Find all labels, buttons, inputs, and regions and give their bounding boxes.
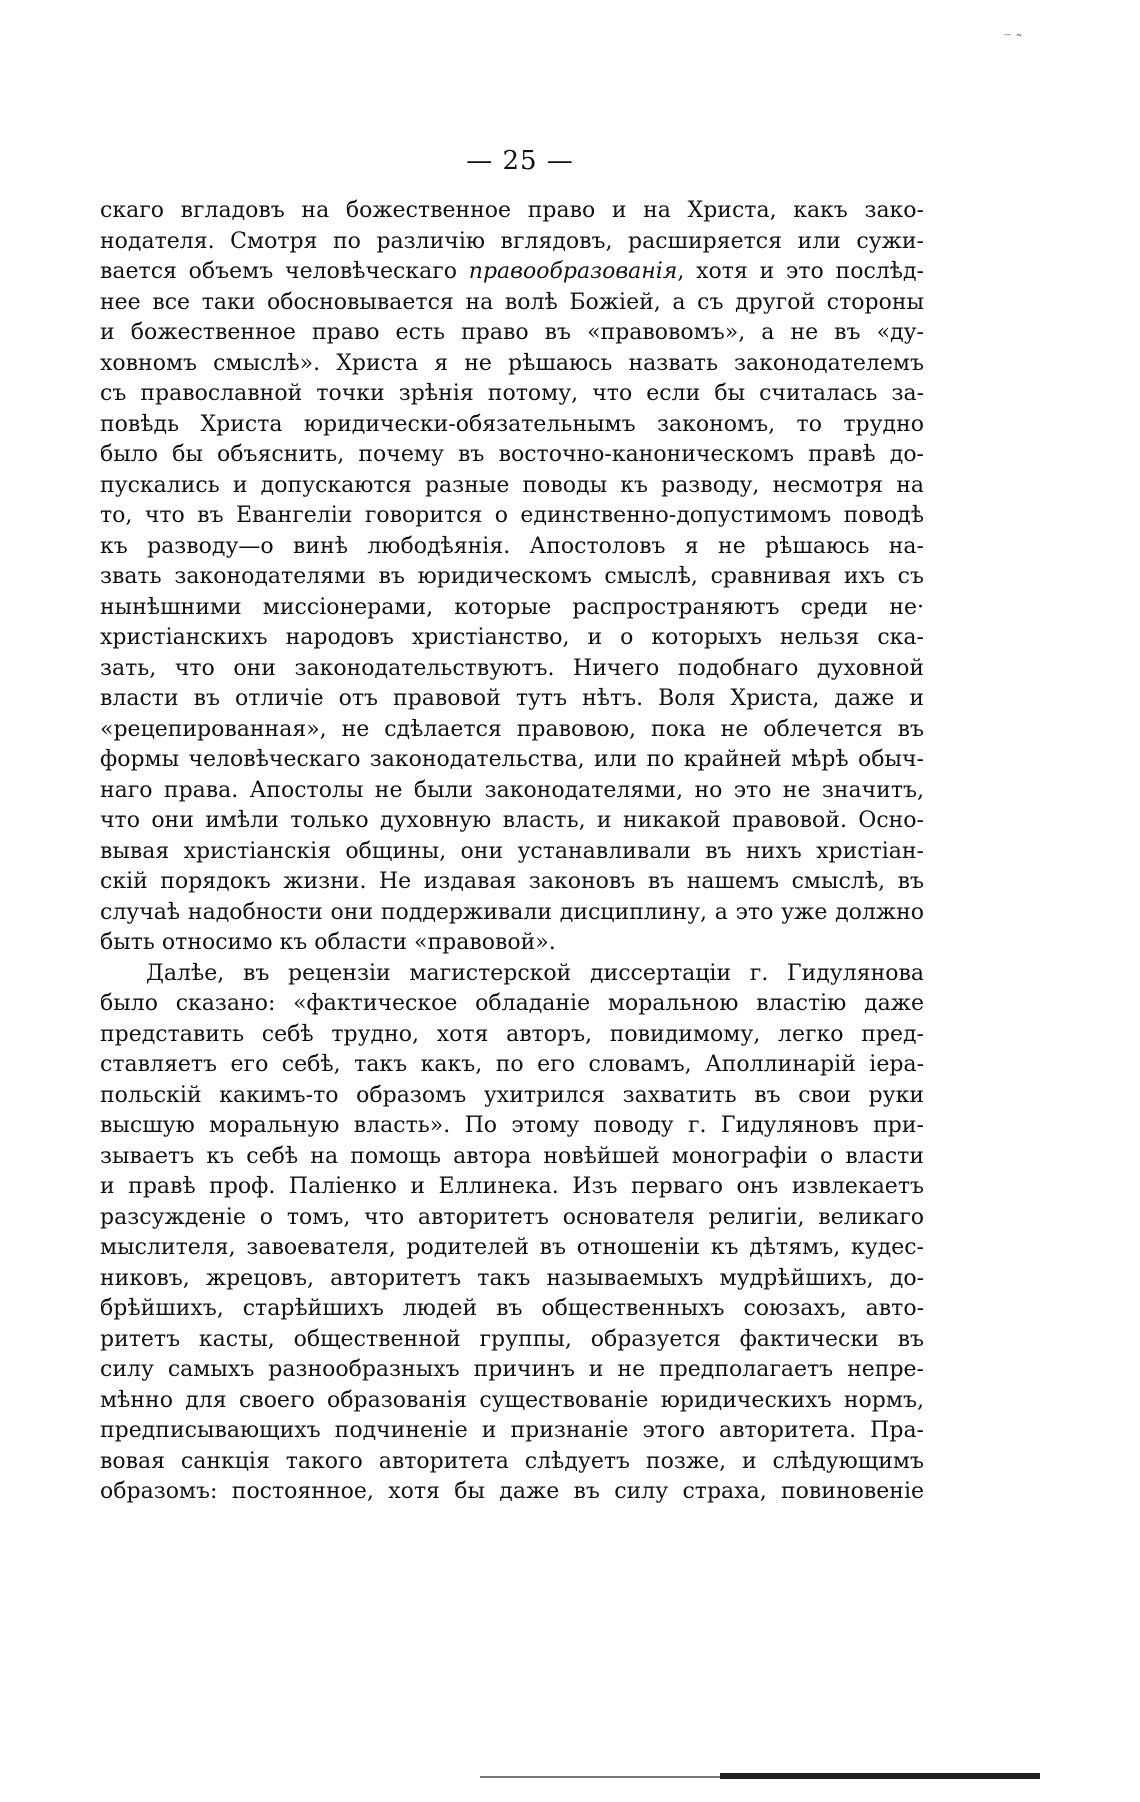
text-line: быть относимо къ области «правовой».: [100, 930, 556, 955]
text-line: христіанскихъ народовъ христіанство, и о которыхъ нельзя ска-: [100, 625, 924, 650]
text-line: мѣнно для своего образованія существованіе юридическихъ нормъ,: [100, 1387, 924, 1413]
text-line: скаго вгладовъ на божественное право и на Христа, какъ зако-: [100, 198, 924, 223]
text-line: зать, что они законодательствуютъ. Ничего подобнаго духовной: [100, 655, 924, 681]
text-line: нее все таки обосновывается на волѣ Божіей, а съ другой стороны: [100, 289, 924, 315]
text-line: и божественное право есть право въ «правовомъ», а не въ «ду-: [100, 320, 924, 345]
text-line: мыслителя, завоевателя, родителей въ отношеніи къ дѣтямъ, кудес-: [100, 1235, 924, 1260]
text-line: зываетъ къ себѣ на помощь автора новѣйшей монографіи о власти: [100, 1143, 924, 1169]
text-line: къ разводу—о винѣ любодѣянія. Апостоловъ я не рѣшаюсь на-: [100, 533, 924, 559]
text-line: съ православной точки зрѣнія потому, что если бы считалась за-: [100, 381, 924, 406]
page-number: — 25 —: [466, 146, 574, 176]
text-line: было сказано: «фактическое обладаніе моральною властію даже: [100, 991, 924, 1016]
text-line: нодателя. Смотря по различію вглядовъ, расширяется или сужи-: [100, 228, 924, 254]
text-line: образомъ: постоянное, хотя бы даже въ силу страха, повиновеніе: [100, 1479, 924, 1504]
text-line-italic: вается объемъ человѣческаго правообразованія, хотя и это послѣд-: [100, 259, 924, 284]
text-line: предписывающихъ подчиненіе и признаніе этого авторитета. Пра-: [100, 1418, 924, 1443]
text-line: случаѣ надобности они поддерживали дисциплину, а это уже должно: [100, 899, 924, 925]
text-line: что они имѣли только духовную власть, и никакой правовой. Осно-: [100, 808, 924, 833]
text-line: ставляетъ его себѣ, такъ какъ, по его словамъ, Аполлинарій іера-: [100, 1052, 924, 1077]
text-line: нынѣшними миссіонерами, которые распространяютъ среди не·: [100, 594, 924, 620]
text-line: ховномъ смыслѣ». Христа я не рѣшаюсь назвать законодателемъ: [100, 350, 924, 376]
text-line: ритетъ касты, общественной группы, образуется фактически въ: [100, 1326, 924, 1352]
text-line: и правѣ проф. Паліенко и Еллинека. Изъ перваго онъ извлекаетъ: [100, 1174, 924, 1199]
text-line: пускались и допускаются разные поводы къ разводу, несмотря на: [100, 472, 924, 498]
text-line: вывая христіанскія общины, они устанавливали въ нихъ христіан-: [100, 838, 924, 864]
text-line: высшую моральную власть». По этому поводу г. Гидуляновъ при-: [100, 1113, 924, 1138]
text-line: звать законодателями въ юридическомъ смыслѣ, сравнивая ихъ съ: [100, 564, 924, 589]
text-line: никовъ, жрецовъ, авторитетъ такъ называемыхъ мудрѣйшихъ, до-: [100, 1265, 924, 1291]
text-line: власти въ отличіе отъ правовой тутъ нѣтъ. Воля Христа, даже и: [100, 686, 924, 711]
text-line: силу самыхъ разнообразныхъ причинъ и не предполагаетъ непре-: [100, 1357, 924, 1382]
scan-bottom-edge: [480, 1773, 1040, 1781]
scan-edge-mark: ‾ ˜: [1004, 33, 1023, 49]
scan-edge-thin: [480, 1776, 720, 1778]
body-text: [100, 196, 924, 1508]
text-line: повѣдь Христа юридически-обязательнымъ закономъ, то трудно: [100, 411, 924, 437]
text-line: польскій какимъ-то образомъ ухитрился захватить въ свои руки: [100, 1082, 924, 1108]
italic-term: правообразованія: [468, 259, 678, 284]
scan-edge-thick: [720, 1773, 1040, 1779]
text-line: Далѣе, въ рецензіи магистерской диссертаціи г. Гидулянова: [146, 960, 924, 986]
text-line: то, что въ Евангеліи говорится о единственно-допустимомъ поводѣ: [100, 503, 924, 528]
text-line: вовая санкція такого авторитета слѣдуетъ позже, и слѣдующимъ: [100, 1448, 924, 1474]
text-line: представить себѣ трудно, хотя авторъ, повидимому, легко пред-: [100, 1021, 924, 1047]
text-line: «рецепированная», не сдѣлается правовою, пока не облечется въ: [100, 716, 924, 742]
text-line: скій порядокъ жизни. Не издавая законовъ въ нашемъ смыслѣ, въ: [100, 869, 924, 894]
text-line: брѣйшихъ, старѣйшихъ людей въ общественныхъ союзахъ, авто-: [100, 1296, 924, 1321]
text-line: было бы объяснить, почему въ восточно-каноническомъ правѣ до-: [100, 442, 924, 467]
text-line: разсужденіе о томъ, что авторитетъ основателя религіи, великаго: [100, 1204, 924, 1230]
text-line: формы человѣческаго законодательства, или по крайней мѣрѣ обыч-: [100, 747, 924, 772]
text-line: наго права. Апостолы не были законодателями, но это не значитъ,: [100, 777, 924, 803]
